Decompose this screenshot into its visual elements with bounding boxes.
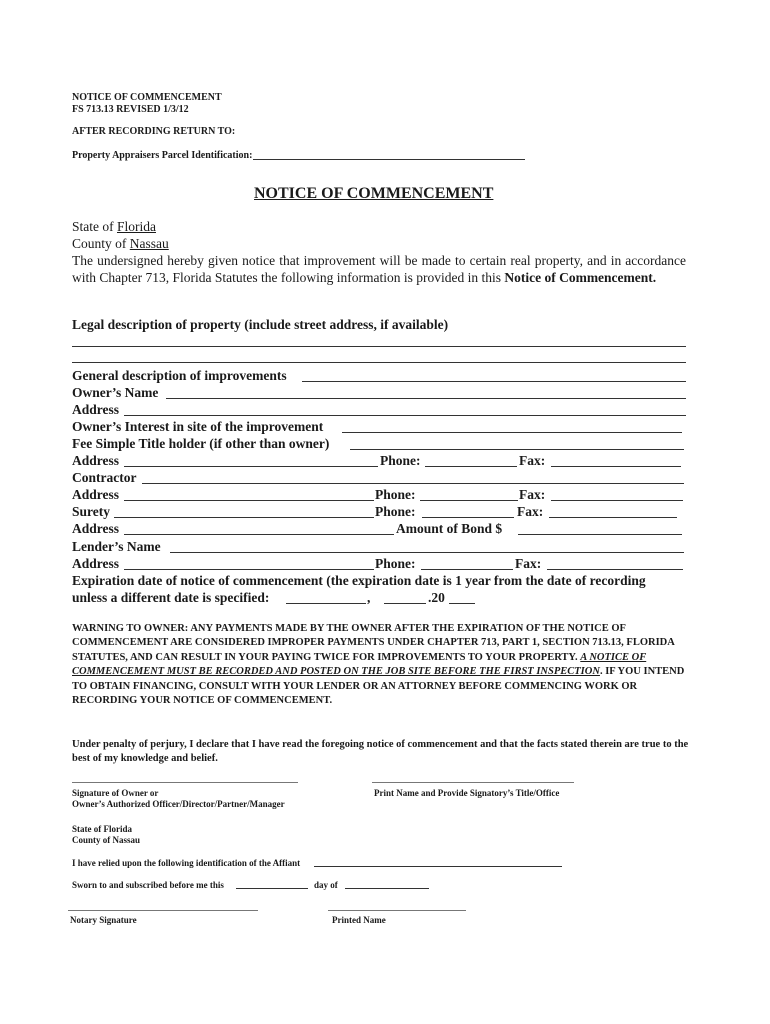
amount-of-bond-field[interactable] [518, 534, 682, 535]
expiration-year-prefix: .20 [428, 590, 445, 605]
owner-address-field[interactable] [124, 415, 686, 416]
intro-paragraph [72, 252, 686, 286]
owner-signature-label-1: Signature of Owner or [72, 788, 159, 798]
warning-to-owner [72, 622, 692, 708]
owners-interest-field[interactable] [342, 432, 682, 433]
lender-fax-field[interactable] [547, 569, 683, 570]
fee-simple-address-field[interactable] [124, 466, 378, 467]
lender-address-field[interactable] [124, 569, 374, 570]
legal-description-line-2[interactable] [72, 362, 686, 363]
surety-address-label: Address [72, 521, 120, 536]
lenders-name-label: Lender’s Name [72, 539, 161, 554]
surety-fax-field[interactable] [549, 517, 677, 518]
identification-label: I have relied upon the following identification of the Affiant [72, 858, 301, 868]
surety-phone-field[interactable] [422, 517, 514, 518]
owner-signature-line[interactable] [72, 782, 298, 783]
contractor-address-label: Address [72, 487, 120, 502]
fee-simple-phone-label: Phone: [380, 453, 421, 468]
expiration-comma: , [367, 590, 371, 605]
fee-simple-field[interactable] [350, 449, 684, 450]
general-description-field[interactable] [302, 381, 686, 382]
general-description-label: General description of improvements [72, 368, 287, 383]
lender-fax-label: Fax: [515, 556, 542, 571]
state-line [72, 218, 156, 235]
lender-phone-label: Phone: [375, 556, 416, 571]
surety-address-field[interactable] [124, 534, 394, 535]
surety-phone-label: Phone: [375, 504, 416, 519]
printed-name-line[interactable] [328, 910, 466, 911]
form-name: NOTICE OF COMMENCEMENT [72, 92, 222, 103]
sworn-day-field[interactable] [236, 888, 308, 889]
print-name-line[interactable] [372, 782, 574, 783]
fee-simple-phone-field[interactable] [425, 466, 517, 467]
contractor-phone-field[interactable] [420, 500, 518, 501]
contractor-field[interactable] [142, 483, 684, 484]
state-value: Florida [117, 219, 156, 234]
county-label: County of [72, 236, 130, 251]
contractor-fax-field[interactable] [551, 500, 683, 501]
printed-name-label: Printed Name [332, 915, 386, 925]
warning-text-2: . IF YOU INTEND TO OBTAIN FINANCING, CONSULT WITH YOUR LENDER OR AN ATTORNEY BEFORE COMMENCING WORK OR RECORDING YOUR NOTICE OF COMMENCEMENT. [72, 666, 685, 707]
notary-county: County of Nassau [72, 835, 141, 845]
sworn-label: Sworn to and subscribed before me this [72, 880, 224, 890]
owners-name-field[interactable] [166, 398, 686, 399]
intro-text: The undersigned hereby given notice that improvement will be made to certain real property, and in accordance with Chapter 713, Florida Statutes the following information is provided in this [72, 253, 686, 285]
surety-fax-label: Fax: [517, 504, 544, 519]
expiration-label-2: unless a different date is specified: [72, 590, 270, 605]
perjury-declaration: Under penalty of perjury, I declare that I have read the foregoing notice of commencement and that the facts stated therein are true to the best of my knowledge and belief. [72, 739, 689, 764]
contractor-phone-label: Phone: [375, 487, 416, 502]
fee-simple-address-label: Address [72, 453, 120, 468]
print-name-label: Print Name and Provide Signatory’s Title/Office [374, 788, 560, 798]
lender-phone-field[interactable] [421, 569, 513, 570]
notary-signature-line[interactable] [68, 910, 258, 911]
lenders-name-field[interactable] [170, 552, 684, 553]
owners-interest-label: Owner’s Interest in site of the improvement [72, 419, 324, 434]
surety-label: Surety [72, 504, 111, 519]
sworn-month-field[interactable] [345, 888, 429, 889]
expiration-label: Expiration date of notice of commencement (the expiration date is 1 year from the date of recording [72, 573, 646, 588]
contractor-address-field[interactable] [124, 500, 374, 501]
intro-bold-text: Notice of Commencement. [504, 270, 657, 285]
expiration-year-field[interactable] [449, 603, 475, 604]
owner-signature-label-2: Owner’s Authorized Officer/Director/Partner/Manager [72, 799, 285, 809]
contractor-label: Contractor [72, 470, 137, 485]
expiration-month-day-field[interactable] [286, 603, 366, 604]
lender-address-label: Address [72, 556, 120, 571]
notary-signature-label: Notary Signature [70, 915, 137, 925]
fee-simple-fax-label: Fax: [519, 453, 546, 468]
identification-field[interactable] [314, 866, 562, 867]
warning-text-1: WARNING TO OWNER: ANY PAYMENTS MADE BY THE OWNER AFTER THE EXPIRATION OF THE NOTICE OF COMMENCEMENT ARE CONSIDERED IMPROPER PAYMENTS UNDER CHAPTER 713, PART 1, SECTION 713.13, FLORIDA STATUTES, AND CAN RESULT IN YOUR PAYING TWICE FOR IMPROVEMENTS TO YOUR PROPERTY. [72, 623, 675, 663]
fee-simple-label: Fee Simple Title holder (if other than owner) [72, 436, 330, 451]
legal-description-label: Legal description of property (include street address, if available) [72, 317, 449, 332]
owners-name-label: Owner’s Name [72, 385, 159, 400]
amount-of-bond-label: Amount of Bond $ [396, 521, 503, 536]
owner-address-label: Address [72, 402, 120, 417]
expiration-day-field[interactable] [384, 603, 426, 604]
return-to-label: AFTER RECORDING RETURN TO: [72, 126, 236, 137]
statute-reference: FS 713.13 REVISED 1/3/12 [72, 104, 189, 115]
document-title: NOTICE OF COMMENCEMENT [254, 185, 494, 202]
state-label: State of [72, 219, 117, 234]
county-line [72, 235, 169, 252]
parcel-id-label: Property Appraisers Parcel Identification: [72, 150, 253, 161]
contractor-fax-label: Fax: [519, 487, 546, 502]
day-of-label: day of [314, 880, 338, 890]
surety-field[interactable] [114, 517, 374, 518]
fee-simple-fax-field[interactable] [551, 466, 681, 467]
parcel-id-field[interactable] [253, 159, 525, 160]
county-value: Nassau [129, 236, 169, 251]
notary-state: State of Florida [72, 824, 132, 834]
legal-description-line-1[interactable] [72, 346, 686, 347]
warning-emphasis: A NOTICE OF COMMENCEMENT MUST BE RECORDED AND POSTED ON THE JOB SITE BEFORE THE FIRST INSPECTION [72, 651, 647, 678]
